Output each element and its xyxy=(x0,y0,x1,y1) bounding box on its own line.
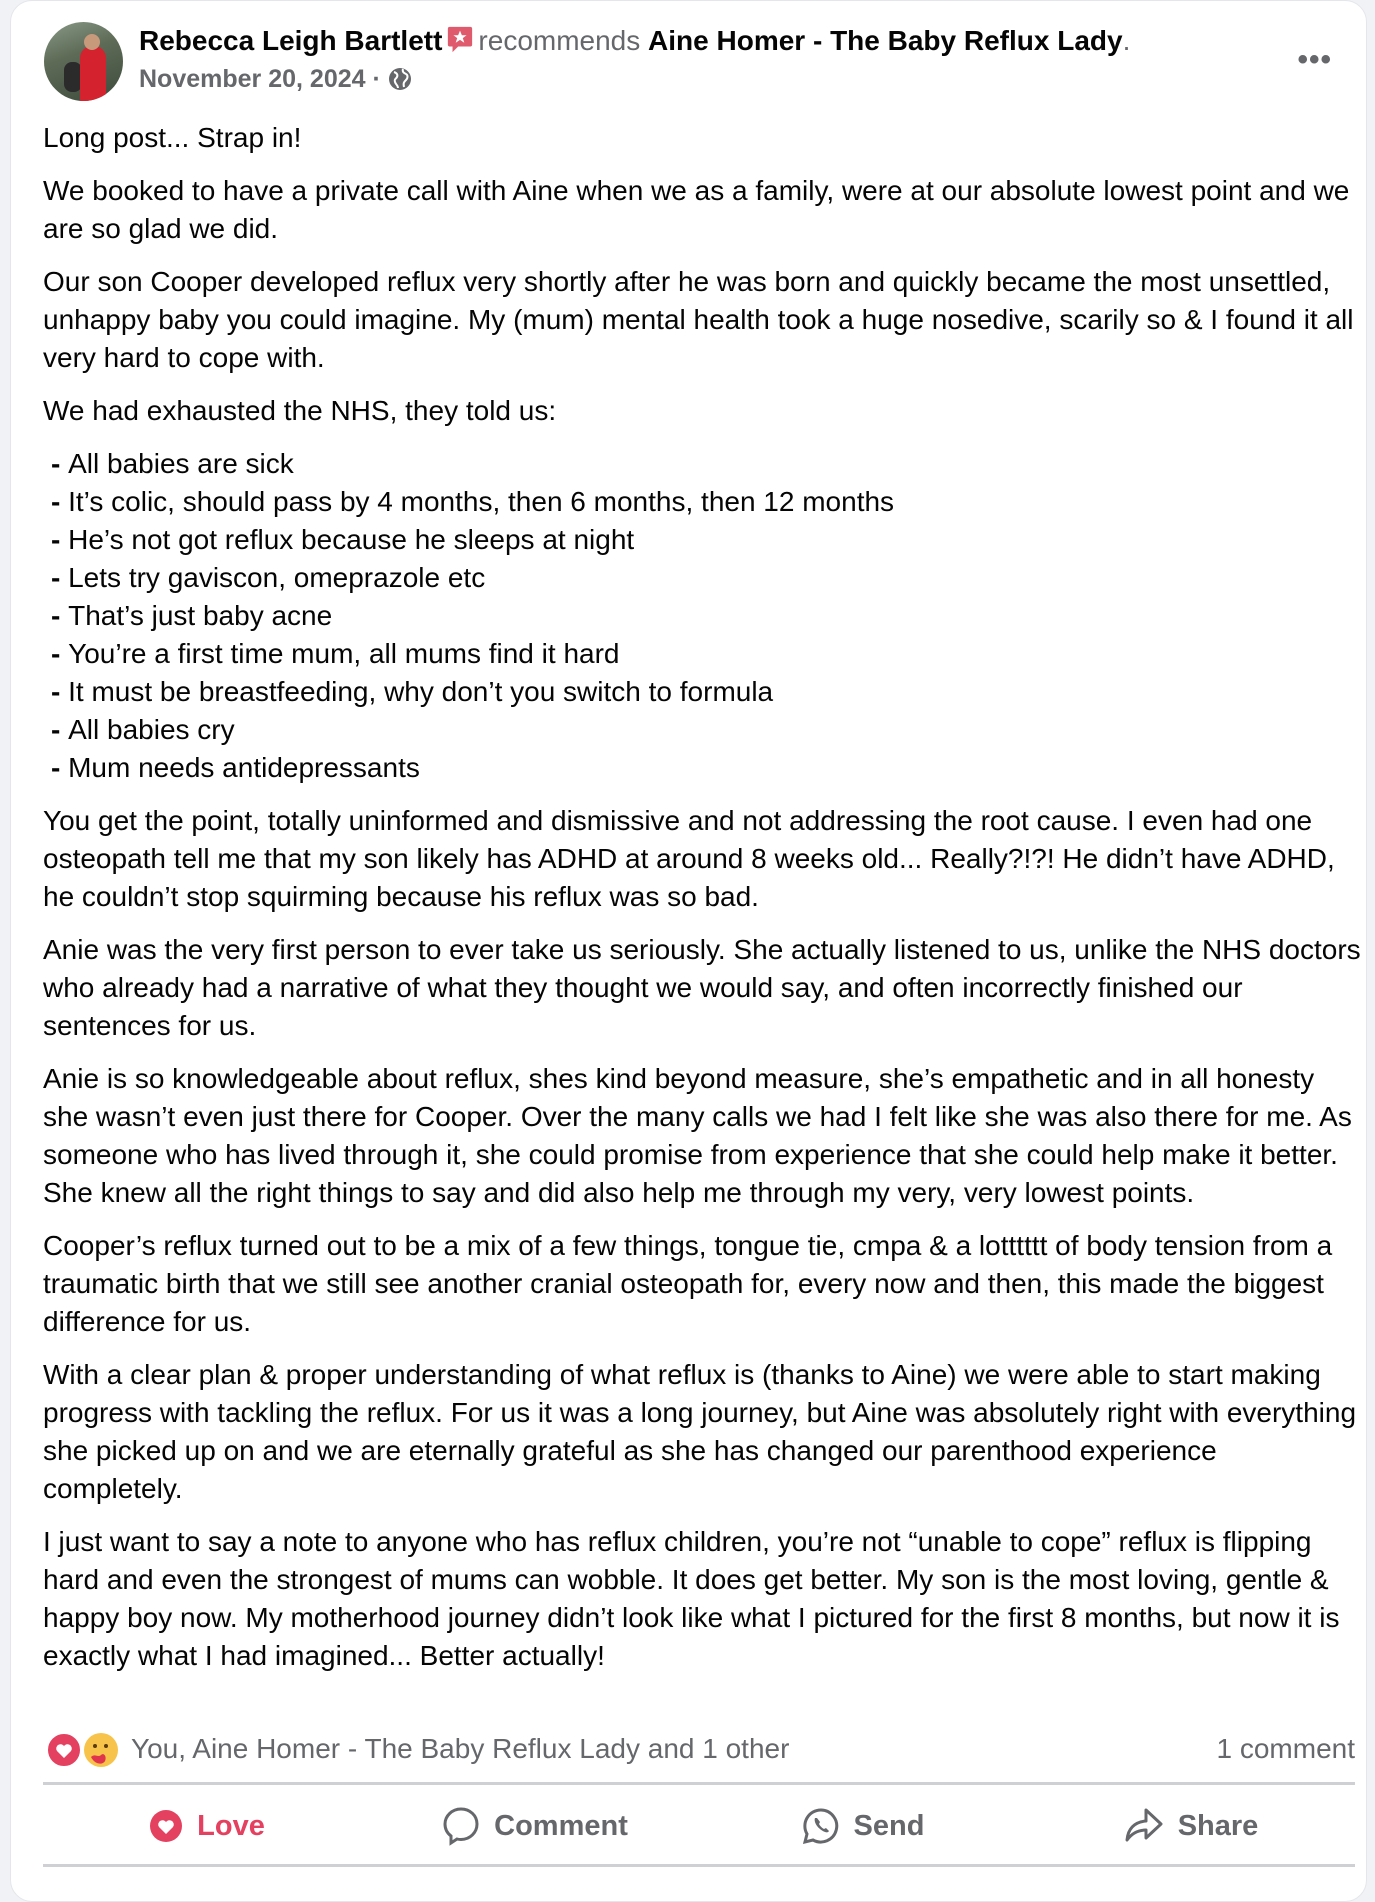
list-item: - Mum needs antidepressants xyxy=(51,749,1361,787)
paragraph: I just want to say a note to anyone who has reflux children, you’re not “unable to cope” reflux is flipping hard and even the strongest of mums can wobble. It does get better. My son is the most loving, gentle & happy boy now. My motherhood journey didn’t look like what I pictured for the first 8 months, but now it is exactly what I had imagined... Better actually! xyxy=(43,1526,1340,1671)
list-item: - It’s colic, should pass by 4 months, then 6 months, then 12 months xyxy=(51,483,1361,521)
love-icon xyxy=(47,1733,81,1767)
list-item: - All babies are sick xyxy=(51,445,1361,483)
paragraph: Anie is so knowledgeable about reflux, shes kind beyond measure, she’s empathetic and in all honesty she wasn’t even just there for Cooper. Over the many calls we had I felt like she was also there for me. As someone who has lived through it, she could promise from experience that she could help make it better. She knew all the right things to say and did also help me through my very, very lowest points. xyxy=(43,1063,1352,1208)
paragraph: With a clear plan & proper understanding of what reflux is (thanks to Aine) we were able to start making progress with tackling the reflux. For us it was a long journey, but Aine was absolutely right with everything she picked up on and we are eternally grateful as she has changed our parenthood experience completely. xyxy=(43,1359,1357,1504)
paragraph: You get the point, totally uninformed and dismissive and not addressing the root cause. I even had one osteopath tell me that my son likely has ADHD at around 8 weeks old... Really?!?! He didn’t have ADHD, he couldn’t stop squirming because his reflux was so bad. xyxy=(43,805,1335,912)
author-name[interactable]: Rebecca Leigh Bartlett xyxy=(139,25,443,56)
action-text: recommends xyxy=(478,25,641,56)
share-arrow-icon xyxy=(1124,1807,1164,1845)
globe-icon xyxy=(388,67,412,91)
separator: · xyxy=(372,65,381,93)
comment-count[interactable]: 1 comment xyxy=(1216,1733,1355,1764)
list-item: - That’s just baby acne xyxy=(51,597,1361,635)
reactions-row xyxy=(45,1729,1355,1769)
whatsapp-send-icon xyxy=(802,1807,840,1845)
paragraph: Our son Cooper developed reflux very shortly after he was born and quickly became the most unsettled, unhappy baby you could imagine. My (mum) mental health took a huge nosedive, scarily so & I found it all very hard to cope with. xyxy=(43,266,1354,373)
recommendation-star-icon xyxy=(446,25,474,53)
send-label: Send xyxy=(853,1809,925,1842)
share-button[interactable] xyxy=(1027,1796,1355,1856)
care-icon xyxy=(84,1733,118,1767)
post-card xyxy=(10,0,1367,1902)
reactions-summary[interactable]: You, Aine Homer - The Baby Reflux Lady and 1 other xyxy=(131,1733,790,1764)
share-label: Share xyxy=(1177,1809,1259,1842)
comment-button[interactable] xyxy=(371,1796,699,1856)
more-options-button[interactable]: ••• xyxy=(1297,43,1332,76)
list-item: - You’re a first time mum, all mums find it hard xyxy=(51,635,1361,673)
list-item: - It must be breastfeeding, why don’t you switch to formula xyxy=(51,673,1361,711)
paragraph: Anie was the very first person to ever take us seriously. She actually listened to us, unlike the NHS doctors who already had a narrative of what they thought we would say, and often incorrectly finished our sentences for us. xyxy=(43,934,1361,1041)
paragraph: We booked to have a private call with Aine when we as a family, were at our absolute lowest point and we are so glad we did. xyxy=(43,175,1350,244)
action-bar xyxy=(43,1796,1355,1856)
list-item: - He’s not got reflux because he sleeps at night xyxy=(51,521,1361,559)
love-icon xyxy=(149,1809,183,1843)
post-header-line xyxy=(139,23,1130,59)
nhs-list xyxy=(43,445,1361,787)
paragraph: We had exhausted the NHS, they told us: xyxy=(43,395,557,426)
post-meta xyxy=(139,63,412,95)
post-body xyxy=(43,119,1361,1690)
post-date[interactable]: November 20, 2024 xyxy=(139,65,366,93)
send-button[interactable] xyxy=(699,1796,1027,1856)
recommended-page-link[interactable]: Aine Homer - The Baby Reflux Lady xyxy=(648,25,1123,56)
comment-icon xyxy=(442,1806,480,1846)
love-label: Love xyxy=(197,1809,265,1842)
love-button[interactable] xyxy=(43,1796,371,1856)
author-avatar[interactable] xyxy=(44,22,123,101)
paragraph: Cooper’s reflux turned out to be a mix of a few things, tongue tie, cmpa & a lotttttt of body tension from a traumatic birth that we still see another cranial osteopath for, every now and then, this made the biggest difference for us. xyxy=(43,1230,1333,1337)
paragraph: Long post... Strap in! xyxy=(43,122,302,153)
comment-label: Comment xyxy=(494,1809,628,1842)
period: . xyxy=(1122,25,1131,56)
list-item: - All babies cry xyxy=(51,711,1361,749)
reaction-icons[interactable] xyxy=(45,1731,121,1769)
list-item: - Lets try gaviscon, omeprazole etc xyxy=(51,559,1361,597)
divider xyxy=(43,1782,1355,1785)
